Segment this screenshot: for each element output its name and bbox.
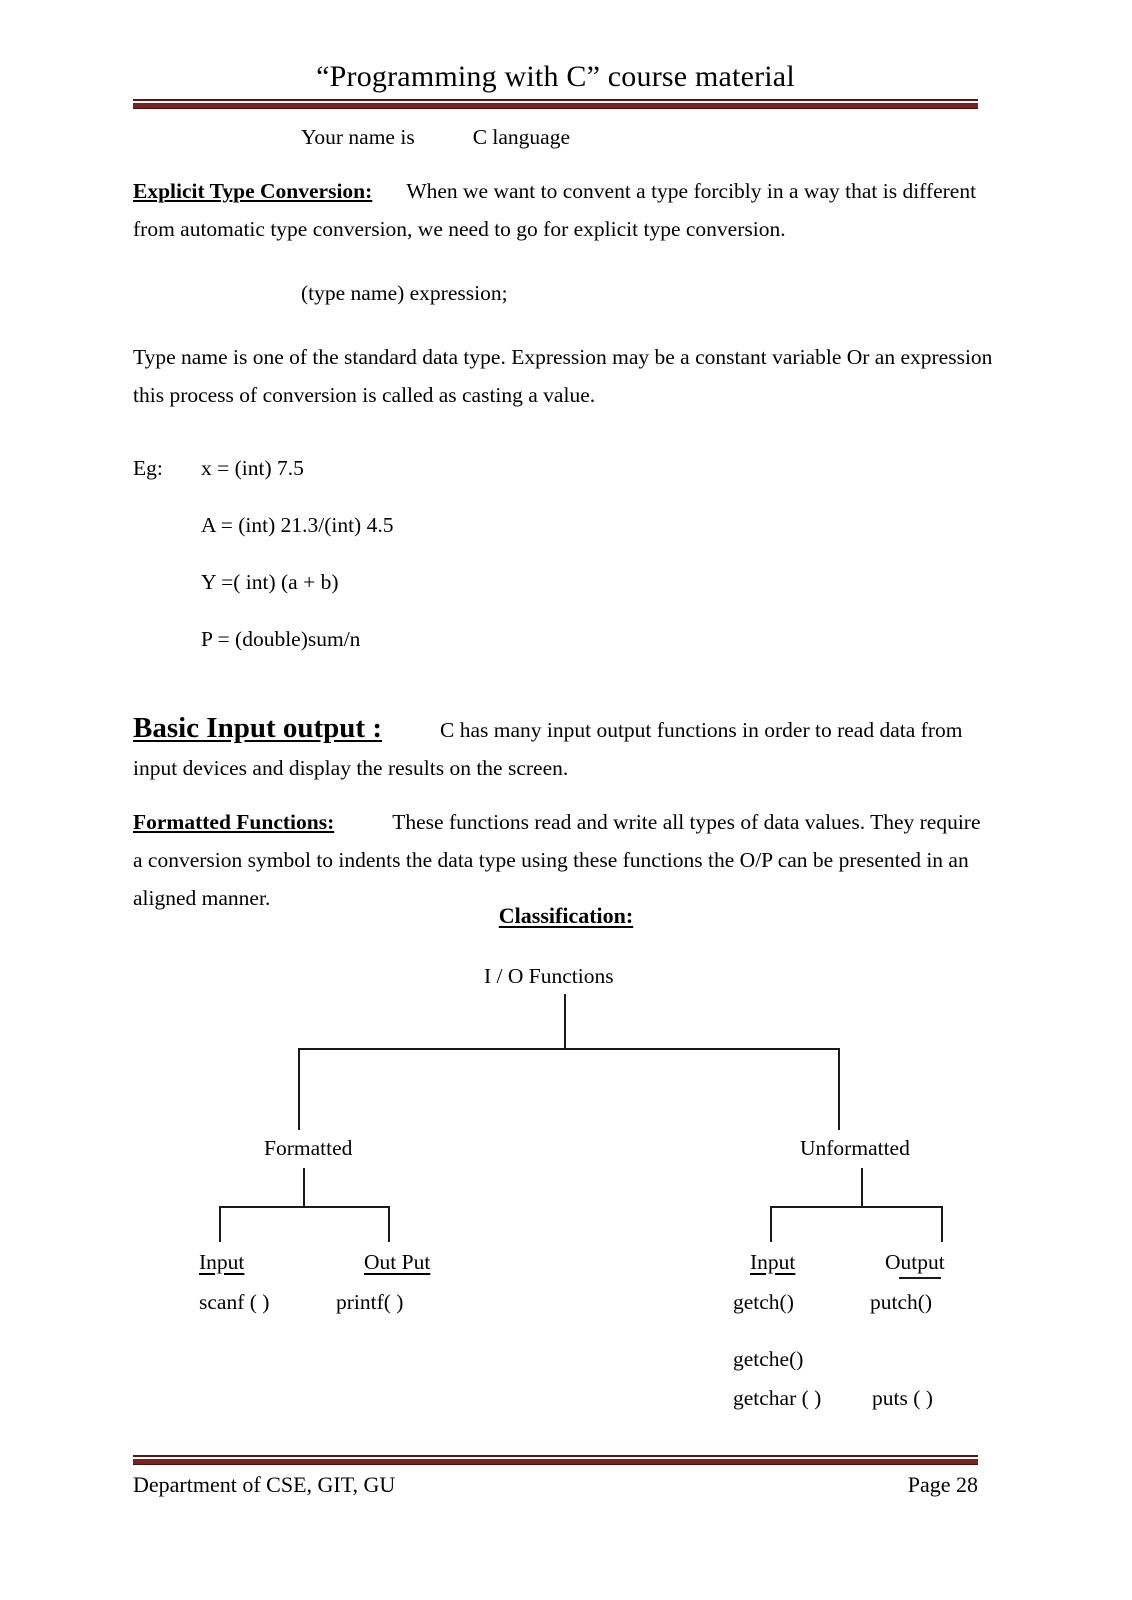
footer-page-number: Page 28 (907, 1472, 978, 1497)
syntax-text: (type name) expression; (301, 281, 508, 305)
footer-department: Department of CSE, GIT, GU (133, 1472, 396, 1497)
tree-root-stem (564, 994, 566, 1048)
classification-heading-text: Classification: (498, 903, 634, 928)
tree-branch-formatted-label: Formatted (264, 1136, 353, 1160)
spacer (133, 248, 993, 274)
tree-root-label: I / O Functions (484, 964, 614, 988)
leaf-header-formatted-output: Out Put (364, 1250, 431, 1274)
formatted-functions-paragraph (133, 803, 993, 917)
leaf-item-putch: putch() (870, 1290, 933, 1314)
tree-branch-unformatted-label: Unformatted (800, 1136, 910, 1160)
leaf-item-getchar: getchar ( ) (733, 1386, 822, 1410)
tree-formatted-input-drop (219, 1206, 221, 1242)
tree-unformatted-connector (770, 1206, 943, 1208)
leaf-item-getch: getch() (733, 1290, 794, 1314)
explicit-type-conversion-paragraph (133, 172, 993, 248)
example-expression: A = (int) 21.3/(int) 4.5 (201, 513, 394, 537)
leaf-item-puts: puts ( ) (872, 1386, 933, 1410)
example-row (133, 497, 993, 554)
your-name-left: Your name is (301, 125, 415, 149)
leaf-header-unformatted-output-underline (899, 1277, 941, 1279)
example-expression: Y =( int) (a + b) (201, 570, 339, 594)
example-row (133, 611, 993, 668)
example-row (133, 440, 993, 497)
io-functions-tree-diagram (0, 950, 1132, 1430)
spacer (133, 312, 993, 338)
header-rule-thick-line (133, 103, 978, 109)
example-label: Eg: (133, 456, 163, 480)
leaf-header-unformatted-output: Output (885, 1250, 945, 1274)
tree-formatted-output-drop (388, 1206, 390, 1242)
example-row (133, 554, 993, 611)
explicit-type-conversion-heading: Explicit Type Conversion: (133, 179, 373, 203)
leaf-item-printf: printf( ) (336, 1290, 404, 1314)
footer-rule-thick-line (133, 1459, 978, 1465)
tree-unformatted-output-drop (941, 1206, 943, 1242)
footer-rule (133, 1455, 978, 1464)
tree-unformatted-input-drop (770, 1206, 772, 1242)
formatted-functions-heading: Formatted Functions: (133, 810, 335, 834)
page-header (133, 60, 978, 95)
explicit-type-conversion-body: When we want to convent a type forcibly in a way that is different from automatic type conversion, we need to go for explicit type conversion. (133, 179, 977, 241)
leaf-header-unformatted-input: Input (750, 1250, 796, 1274)
tree-formatted-connector (219, 1206, 390, 1208)
classification-heading (0, 903, 1132, 929)
leaf-item-getche: getche() (733, 1347, 804, 1371)
header-rule (133, 99, 978, 108)
syntax-line (133, 274, 993, 312)
basic-io-body: C has many input output functions in order to read data from input devices and display the results on the screen. (133, 718, 963, 780)
tree-formatted-stem (303, 1168, 305, 1206)
example-expression: x = (int) 7.5 (201, 456, 304, 480)
example-expression: P = (double)sum/n (201, 627, 361, 651)
document-body (133, 118, 993, 917)
leaf-header-formatted-input: Input (199, 1250, 245, 1274)
basic-io-paragraph (133, 708, 993, 787)
tree-left-drop (298, 1048, 300, 1130)
type-name-paragraph: Type name is one of the standard data type. Expression may be a constant variable Or an expression this process of conversion is called as casting a value. (133, 345, 993, 407)
tree-right-drop (838, 1048, 840, 1130)
formatted-functions-body: These functions read and write all types of data values. They require a conversion symbol to indents the data type using these functions the O/P can be presented in an aligned manner. (133, 810, 981, 910)
header-title: “Programming with C” course material (316, 60, 795, 93)
spacer (133, 414, 993, 440)
tree-top-connector (298, 1048, 840, 1050)
your-name-right: C language (472, 125, 571, 149)
spacer (133, 668, 993, 708)
spacer (133, 787, 993, 803)
leaf-item-scanf: scanf ( ) (199, 1290, 270, 1314)
your-name-line (133, 118, 993, 156)
page-footer (133, 1472, 978, 1498)
spacer (133, 156, 993, 172)
tree-unformatted-stem (861, 1168, 863, 1206)
basic-io-heading: Basic Input output : (133, 712, 382, 744)
